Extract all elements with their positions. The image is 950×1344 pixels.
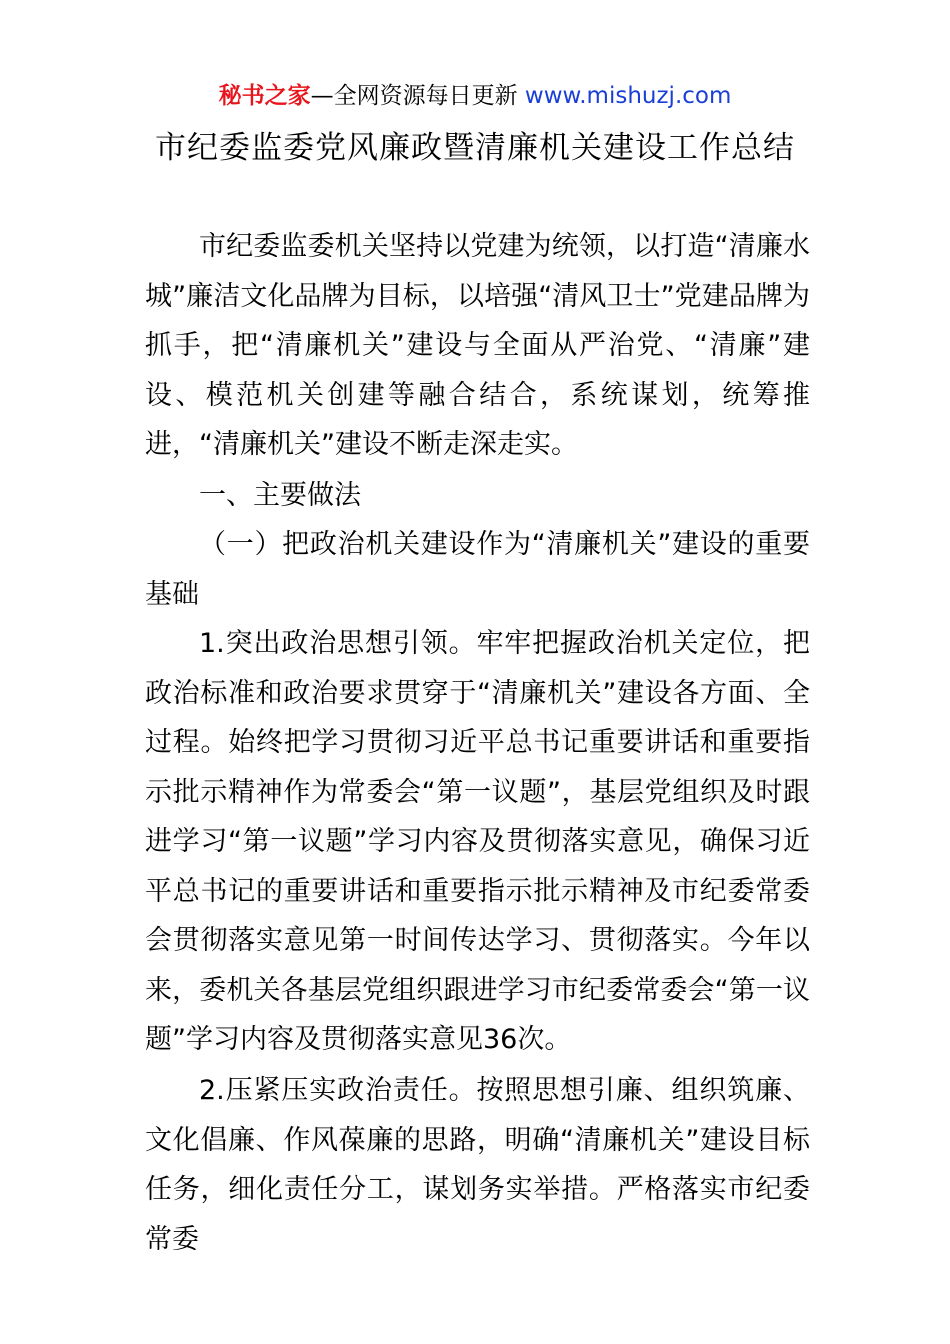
- site-url-link[interactable]: www.mishuzj.com: [524, 83, 732, 109]
- subsection-heading-1: [145, 520, 810, 619]
- body-paragraph-1: [145, 619, 810, 1065]
- section-heading-1-text: 一、主要做法: [199, 480, 361, 511]
- intro-paragraph: [145, 222, 810, 470]
- body-paragraph-2-text: 2.压紧压实政治责任。按照思想引廉、组织筑廉、文化倡廉、作风葆廉的思路，明确“清廉机关”建设目标任务，细化责任分工，谋划务实举措。严格落实市纪委常委: [145, 1075, 810, 1255]
- site-banner: [0, 80, 950, 112]
- site-brand: 秘书之家: [218, 83, 311, 109]
- site-slogan: —全网资源每日更新: [310, 83, 518, 109]
- intro-text: 市纪委监委机关坚持以党建为统领，以打造“清廉水城”廉洁文化品牌为目标，以培强“清风卫士”党建品牌为抓手，把“清廉机关”建设与全面从严治党、“清廉”建设、模范机关创建等融合结合，系统谋划，统筹推进，“清廉机关”建设不断走深走实。: [145, 231, 810, 460]
- body-paragraph-2: [145, 1066, 810, 1264]
- body-paragraph-1-text: 1.突出政治思想引领。牢牢把握政治机关定位，把政治标准和政治要求贯穿于“清廉机关”建设各方面、全过程。始终把学习贯彻习近平总书记重要讲话和重要指示批示精神作为常委会“第一议题”，基层党组织及时跟进学习“第一议题”学习内容及贯彻落实意见，确保习近平总书记的重要讲话和重要指示批示精神及市纪委常委会贯彻落实意见第一时间传达学习、贯彻落实。今年以来，委机关各基层党组织跟进学习市纪委常委会“第一议题”学习内容及贯彻落实意见36次。: [145, 628, 810, 1055]
- subsection-heading-1-text: （一）把政治机关建设作为“清廉机关”建设的重要基础: [145, 529, 810, 610]
- document-title: 市纪委监委党风廉政暨清廉机关建设工作总结: [155, 130, 795, 166]
- section-heading-1: [145, 471, 810, 521]
